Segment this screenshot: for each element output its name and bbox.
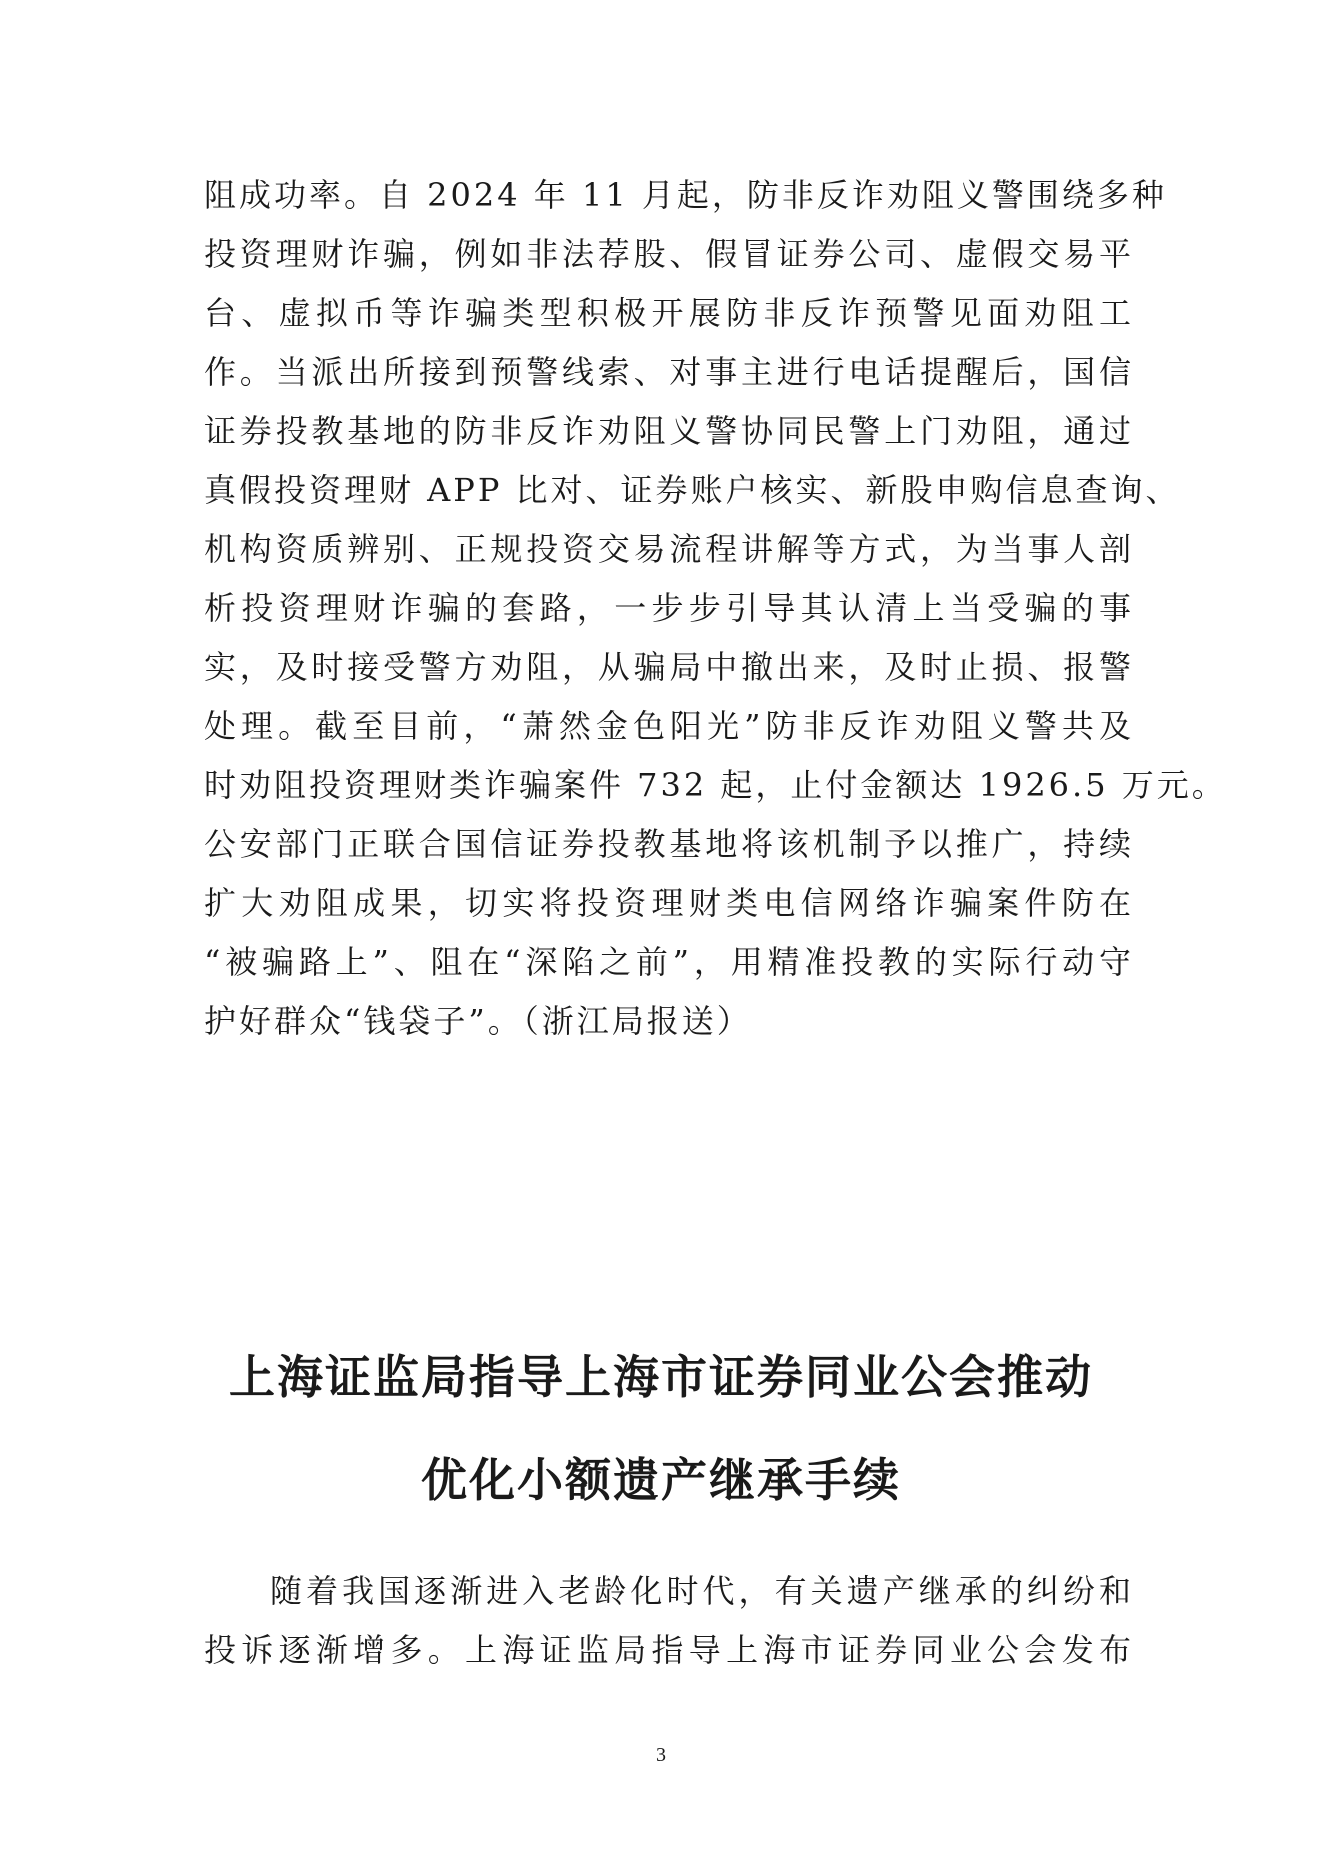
paragraph-line: 台、虚拟币等诈骗类型积极开展防非反诈预警见面劝阻工 xyxy=(204,294,1134,332)
paragraph-line: 护好群众“钱袋子”。（浙江局报送） xyxy=(204,1002,752,1040)
paragraph-line: “被骗路上”、阻在“深陷之前”，用精准投教的实际行动守 xyxy=(204,943,1134,981)
article-title-line-1: 上海证监局指导上海市证券同业公会推动 xyxy=(229,1350,1093,1404)
paragraph-line: 析投资理财诈骗的套路，一步步引导其认清上当受骗的事 xyxy=(204,589,1134,627)
paragraph-line: 真假投资理财 APP 比对、证券账户核实、新股申购信息查询、 xyxy=(204,471,1181,509)
paragraph-line: 证券投教基地的防非反诈劝阻义警协同民警上门劝阻，通过 xyxy=(204,412,1134,450)
body-paragraph-continued xyxy=(204,166,1227,1051)
paragraph-line: 阻成功率。自 2024 年 11 月起，防非反诈劝阻义警围绕多种 xyxy=(204,176,1167,214)
paragraph-line: 实，及时接受警方劝阻，从骗局中撤出来，及时止损、报警 xyxy=(204,648,1134,686)
body-paragraph-new-article xyxy=(204,1562,1134,1680)
paragraph-line: 机构资质辨别、正规投资交易流程讲解等方式，为当事人剖 xyxy=(204,530,1134,568)
paragraph-line: 投诉逐渐增多。上海证监局指导上海市证券同业公会发布 xyxy=(204,1631,1134,1669)
paragraph-line: 随着我国逐渐进入老龄化时代，有关遗产继承的纠纷和 xyxy=(270,1572,1134,1610)
paragraph-line: 扩大劝阻成果，切实将投资理财类电信网络诈骗案件防在 xyxy=(204,884,1134,922)
page-number: 3 xyxy=(656,1744,666,1766)
paragraph-line: 投资理财诈骗，例如非法荐股、假冒证券公司、虚假交易平 xyxy=(204,235,1134,273)
paragraph-line: 时劝阻投资理财类诈骗案件 732 起，止付金额达 1926.5 万元。 xyxy=(204,766,1227,804)
paragraph-line: 作。当派出所接到预警线索、对事主进行电话提醒后，国信 xyxy=(204,353,1134,391)
paragraph-line: 处理。截至目前，“萧然金色阳光”防非反诈劝阻义警共及 xyxy=(204,707,1134,745)
paragraph-line: 公安部门正联合国信证券投教基地将该机制予以推广，持续 xyxy=(204,825,1134,863)
article-title-line-2: 优化小额遗产继承手续 xyxy=(421,1453,901,1507)
